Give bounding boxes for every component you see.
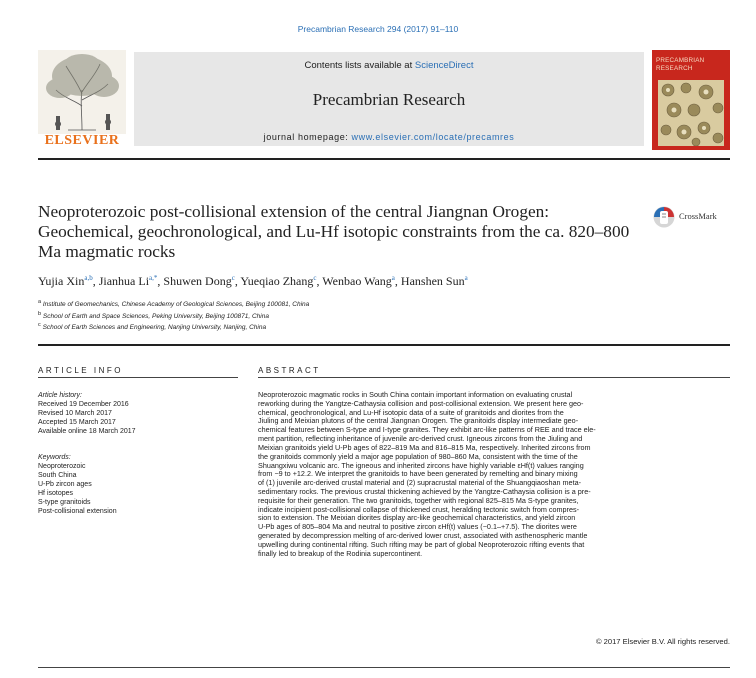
abstract-line: sedimentary rocks. The previous crustal thickening achieved by the Yangtze-Cathaysia collision is a pre- (258, 486, 591, 496)
keyword: Hf isotopes (38, 490, 74, 497)
author-affiliation-marker[interactable]: a,b (84, 274, 93, 282)
author[interactable] (401, 274, 468, 288)
author-separator: , (394, 274, 401, 288)
journal-masthead (134, 52, 644, 146)
author-affiliation-marker[interactable]: a (391, 274, 395, 282)
author[interactable] (322, 274, 401, 288)
article-info-column (38, 391, 238, 516)
journal-name: Precambrian Research (312, 90, 466, 109)
keyword: Neoproterozoic (38, 463, 86, 470)
keywords-label: Keywords: (38, 454, 71, 461)
author[interactable] (240, 274, 322, 288)
journal-citation-link[interactable]: Precambrian Research 294 (2017) 91–110 (297, 24, 459, 34)
homepage-prefix: journal homepage: (263, 132, 352, 142)
author-separator: , (316, 274, 323, 288)
author-affiliation-marker[interactable]: c (313, 274, 317, 282)
affiliation-marker: b (38, 310, 42, 317)
abstract-line: Meixian granitoids yield U-Pb ages of 822–819 Ma and 816–815 Ma, respectively. Inherited zircons from (258, 442, 591, 452)
affiliation-marker: c (38, 322, 41, 329)
keyword: South China (38, 472, 77, 479)
elsevier-wordmark: ELSEVIER (44, 133, 120, 148)
author-separator: , (234, 274, 241, 288)
author-list (38, 274, 730, 289)
front-matter-divider (38, 344, 730, 346)
abstract-line: of (1) juvenile arc-derived crustal material and (2) supracrustal material of the Shuangqiaoshan meta- (258, 478, 581, 488)
article-info-heading: ARTICLE INFO (38, 366, 123, 375)
abstract-line: sion to extension. The Meixian diorites display arc-like geochemical characteristics, and yield zircon (258, 513, 576, 523)
abstract-line: the granitoids commonly yield a major age population of 980–860 Ma, consistent with the time of the (258, 451, 578, 461)
crossmark-label: CrossMark (679, 211, 717, 221)
journal-banner (38, 50, 730, 150)
article-info-rule (38, 377, 238, 378)
keyword: U-Pb zircon ages (38, 481, 92, 488)
article-history-label: Article history: (38, 392, 82, 399)
abstract-line: reworking during the Yangtze-Cathaysia collision and post-collisional extension. We present here geo- (258, 398, 584, 408)
author-name[interactable]: Yujia Xin (38, 274, 85, 288)
author[interactable] (38, 274, 99, 288)
abstract-line: Shuangxiwu volcanic arc. The igneous and inherited zircons have highly variable εHf(t) values ranging (258, 460, 584, 470)
elsevier-tree-icon (38, 50, 126, 134)
abstract-line: from −9 to +12.2. We interpret the granitoids to have been generated by remelting and binary mixing (258, 469, 578, 479)
copyright-notice: © 2017 Elsevier B.V. All rights reserved. (595, 637, 730, 646)
journal-homepage-line (134, 132, 644, 142)
author[interactable] (163, 274, 240, 288)
author-name[interactable]: Jianhua Li (98, 274, 150, 288)
sciencedirect-link[interactable]: ScienceDirect (414, 60, 474, 71)
author-name[interactable]: Yueqiao Zhang (240, 274, 314, 288)
crossmark-button[interactable] (653, 205, 743, 229)
affiliation-list (38, 298, 730, 333)
affiliation (38, 310, 730, 322)
history-item: Revised 10 March 2017 (38, 410, 112, 417)
author-name[interactable]: Hanshen Sun (400, 274, 465, 288)
author-name[interactable]: Shuwen Dong (163, 274, 232, 288)
abstract-line: U-Pb ages of 805–804 Ma and neutral to positive zircon εHf(t) values (−0.1–+7.5). The diorites were (258, 522, 577, 532)
affiliation (38, 298, 730, 310)
affiliation-text: School of Earth and Space Sciences, Peking University, Beijing 100871, China (42, 312, 269, 320)
abstract-bottom-divider (38, 667, 730, 668)
abstract-rule (258, 377, 730, 378)
author-separator: , (92, 274, 99, 288)
history-item: Accepted 15 March 2017 (38, 419, 116, 426)
abstract-line: requisite for their generation. The two granitoids, together with regional 825–815 Ma S-type granites, (258, 495, 579, 505)
affiliation-text: School of Earth Sciences and Engineering, Nanjing University, Nanjing, China (42, 324, 267, 332)
header-divider (38, 158, 730, 160)
history-item: Received 19 December 2016 (38, 401, 129, 408)
affiliation-text: Institute of Geomechanics, Chinese Academy of Geological Sciences, Beijing 100081, China (42, 301, 310, 309)
cover-image (658, 80, 724, 146)
author-affiliation-marker[interactable]: a,* (149, 274, 158, 282)
abstract-line: finally led to breakup of the Rodinia supercontinent. (258, 548, 423, 558)
author-affiliation-marker[interactable]: c (231, 274, 235, 282)
abstract-line: indicate incipient post-collisional collapse of thickened crust, heralding tectonic switch from compres- (258, 504, 579, 514)
keyword: S-type granitoids (38, 499, 91, 506)
abstract-line: upwelling during continental rifting. Such rifting may be part of global Neoproterozoic rifting events that (258, 539, 585, 549)
affiliation-marker: a (38, 299, 42, 305)
contents-prefix: Contents lists available at (304, 60, 415, 71)
elsevier-logo[interactable] (38, 50, 126, 150)
abstract-line: chemical features between S-type and I-type granites. They exhibit arc-like patterns of REE and trace ele- (258, 425, 596, 435)
author[interactable] (99, 274, 164, 288)
abstract-line: ment partition, reflecting inheritance of juvenile arc-derived crust. Igneous zircons from the Jiuling and (258, 434, 583, 444)
abstract-heading: ABSTRACT (258, 366, 321, 375)
article-title: Neoproterozoic post-collisional extension of the central Jiangnan Orogen: Geochemical, geochronological, and Lu-Hf isotopic constraints from the ca. 820–800 Ma magmatic rocks (38, 202, 630, 261)
author-separator: , (157, 274, 164, 288)
abstract-body (258, 391, 730, 558)
affiliation (38, 321, 730, 333)
journal-homepage-link[interactable]: www.elsevier.com/locate/precamres (351, 132, 515, 142)
abstract-line: chemical, geochronological, and Lu-Hf isotopic data of a suite of granitoids and diorites from the (258, 407, 564, 417)
abstract-line: Neoproterozoic magmatic rocks in South China contain important information on evaluating crustal (258, 390, 573, 399)
crossmark-icon (653, 205, 675, 229)
abstract-line: Jiuling and Meixian plutons of the central Jiangnan Orogen. The granitoids display intermediate geo- (258, 416, 579, 426)
keyword: Post-collisional extension (38, 508, 117, 515)
contents-line (134, 60, 644, 71)
abstract-line: generated by decompression melting of arc-derived lower crust, associated with asthenospheric mantle (258, 531, 588, 540)
journal-cover-thumbnail[interactable] (652, 50, 730, 150)
author-name[interactable]: Wenbao Wang (322, 274, 392, 288)
cover-title: PRECAMBRIAN RESEARCH (656, 57, 705, 72)
history-item: Available online 18 March 2017 (38, 428, 136, 435)
author-affiliation-marker[interactable]: a (464, 274, 468, 282)
